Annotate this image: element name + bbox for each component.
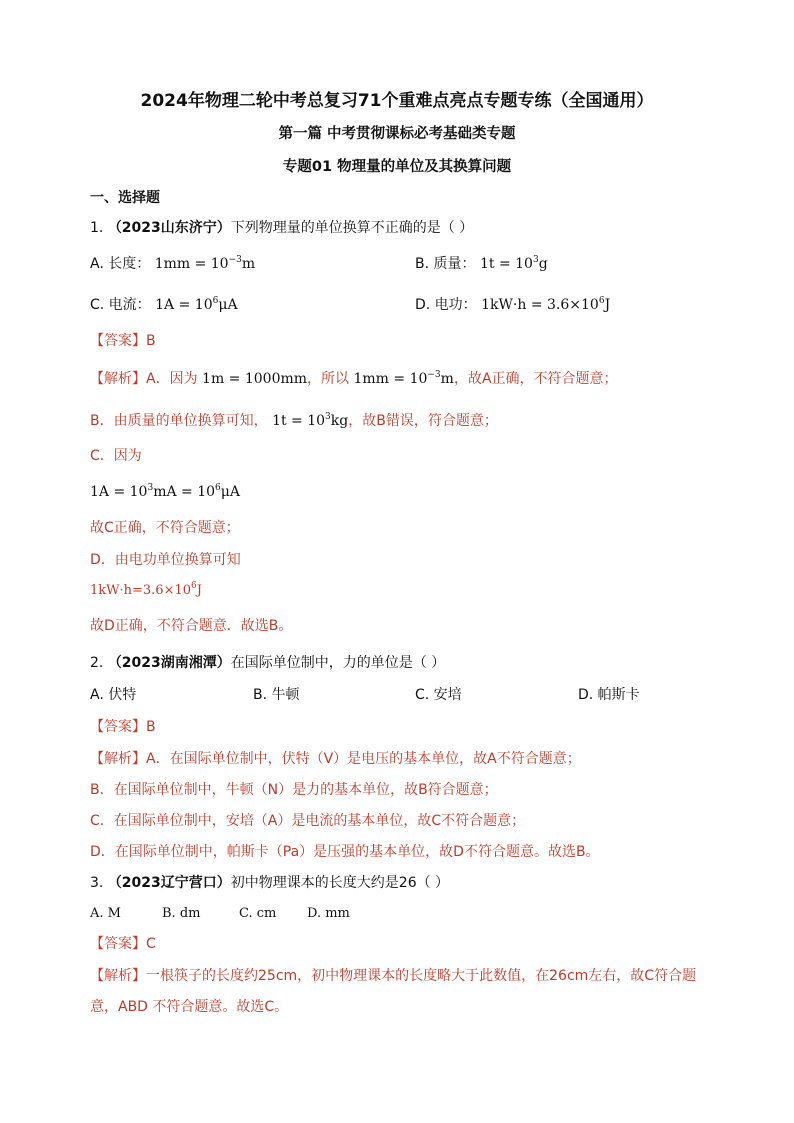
q2-option-a: A. 伏特 [90,687,137,703]
q1-explanation-c-formula: $1A = 10^3mA = 10^6\mu A$ [90,483,240,500]
question-3-stem [90,873,449,893]
question-text: 下列物理量的单位换算不正确的是（ ） [230,220,474,236]
q1-explanation-d-conclusion: 故D正确，不符合题意．故选B。 [90,618,293,634]
q2-option-c: C. 安培 [415,687,462,703]
question-number: 2. [90,655,104,671]
q1-explanation-c: C．因为 [90,448,142,464]
question-source: （2023湖南湘潭） [107,655,231,671]
q1-explanation-a: 【解析】A．因为 1m = 1000mm，所以 $1mm = 10^{-3}m$，故A正确，不符合题意； [90,370,618,387]
q1-option-c: C. 电流： $1A = 10^6\mu A$ [90,296,238,313]
q1-answer: 【答案】B [90,333,156,349]
question-text: 初中物理课本的长度大约是26（ ） [230,875,450,891]
q3-option-c: C. cm [239,906,277,921]
part-heading: 第一篇 中考贯彻课标必考基础类专题 [278,126,516,142]
topic-heading: 专题01 物理量的单位及其换算问题 [282,159,512,175]
q1-explanation-c-conclusion: 故C正确，不符合题意； [90,520,240,536]
q2-explanation-d: D．在国际单位制中，帕斯卡（Pa）是压强的基本单位，故D不符合题意。故选B。 [90,844,600,860]
question-2-stem [90,653,445,673]
question-number: 3. [90,875,104,891]
q1-explanation-b: B．由质量的单位换算可知， $1t = 10^3kg$，故B错误，符合题意； [90,412,498,429]
q1-explanation-d-formula: $1kW\cdot h=3.6\times 10^6J$ [90,581,202,598]
q2-explanation-c: C．在国际单位制中，安培（A）是电流的基本单位，故C不符合题意； [90,813,526,829]
q3-option-b: B. dm [162,906,201,921]
section-heading: 一、选择题 [90,190,160,206]
question-source: （2023山东济宁） [107,220,231,236]
q2-answer: 【答案】B [90,719,156,735]
q3-explanation-line-2: 意，ABD 不符合题意。故选C。 [90,999,289,1015]
question-1-stem [90,218,473,238]
q2-option-d: D. 帕斯卡 [578,687,640,703]
q1-explanation-d: D．由电功单位换算可知 [90,552,241,568]
q1-option-d: D. 电功： $1kW\cdot h = 3.6\times 10^6J$ [415,296,611,313]
document-title: 2024年物理二轮中考总复习71个重难点亮点专题专练（全国通用） [140,91,654,111]
question-number: 1. [90,220,104,236]
question-source: （2023辽宁营口） [107,875,231,891]
question-text: 在国际单位制中，力的单位是（ ） [230,655,446,671]
q2-option-b: B. 牛顿 [253,687,300,703]
q1-option-a: A. 长度： $1mm = 10^{-3}m$ [90,255,256,272]
q3-option-a: A. M [90,906,121,921]
q2-explanation-a: 【解析】A．在国际单位制中，伏特（V）是电压的基本单位，故A不符合题意； [90,751,581,767]
q3-answer: 【答案】C [90,936,156,952]
q3-option-d: D. mm [307,906,350,921]
q3-explanation-line-1: 【解析】一根筷子的长度约25cm，初中物理课本的长度略大于此数值，在26cm左右，故C符合题 [90,968,697,984]
q1-option-b: B. 质量： $1t = 10^3g$ [415,255,548,272]
q2-explanation-b: B．在国际单位制中，牛顿（N）是力的基本单位，故B符合题意； [90,782,498,798]
